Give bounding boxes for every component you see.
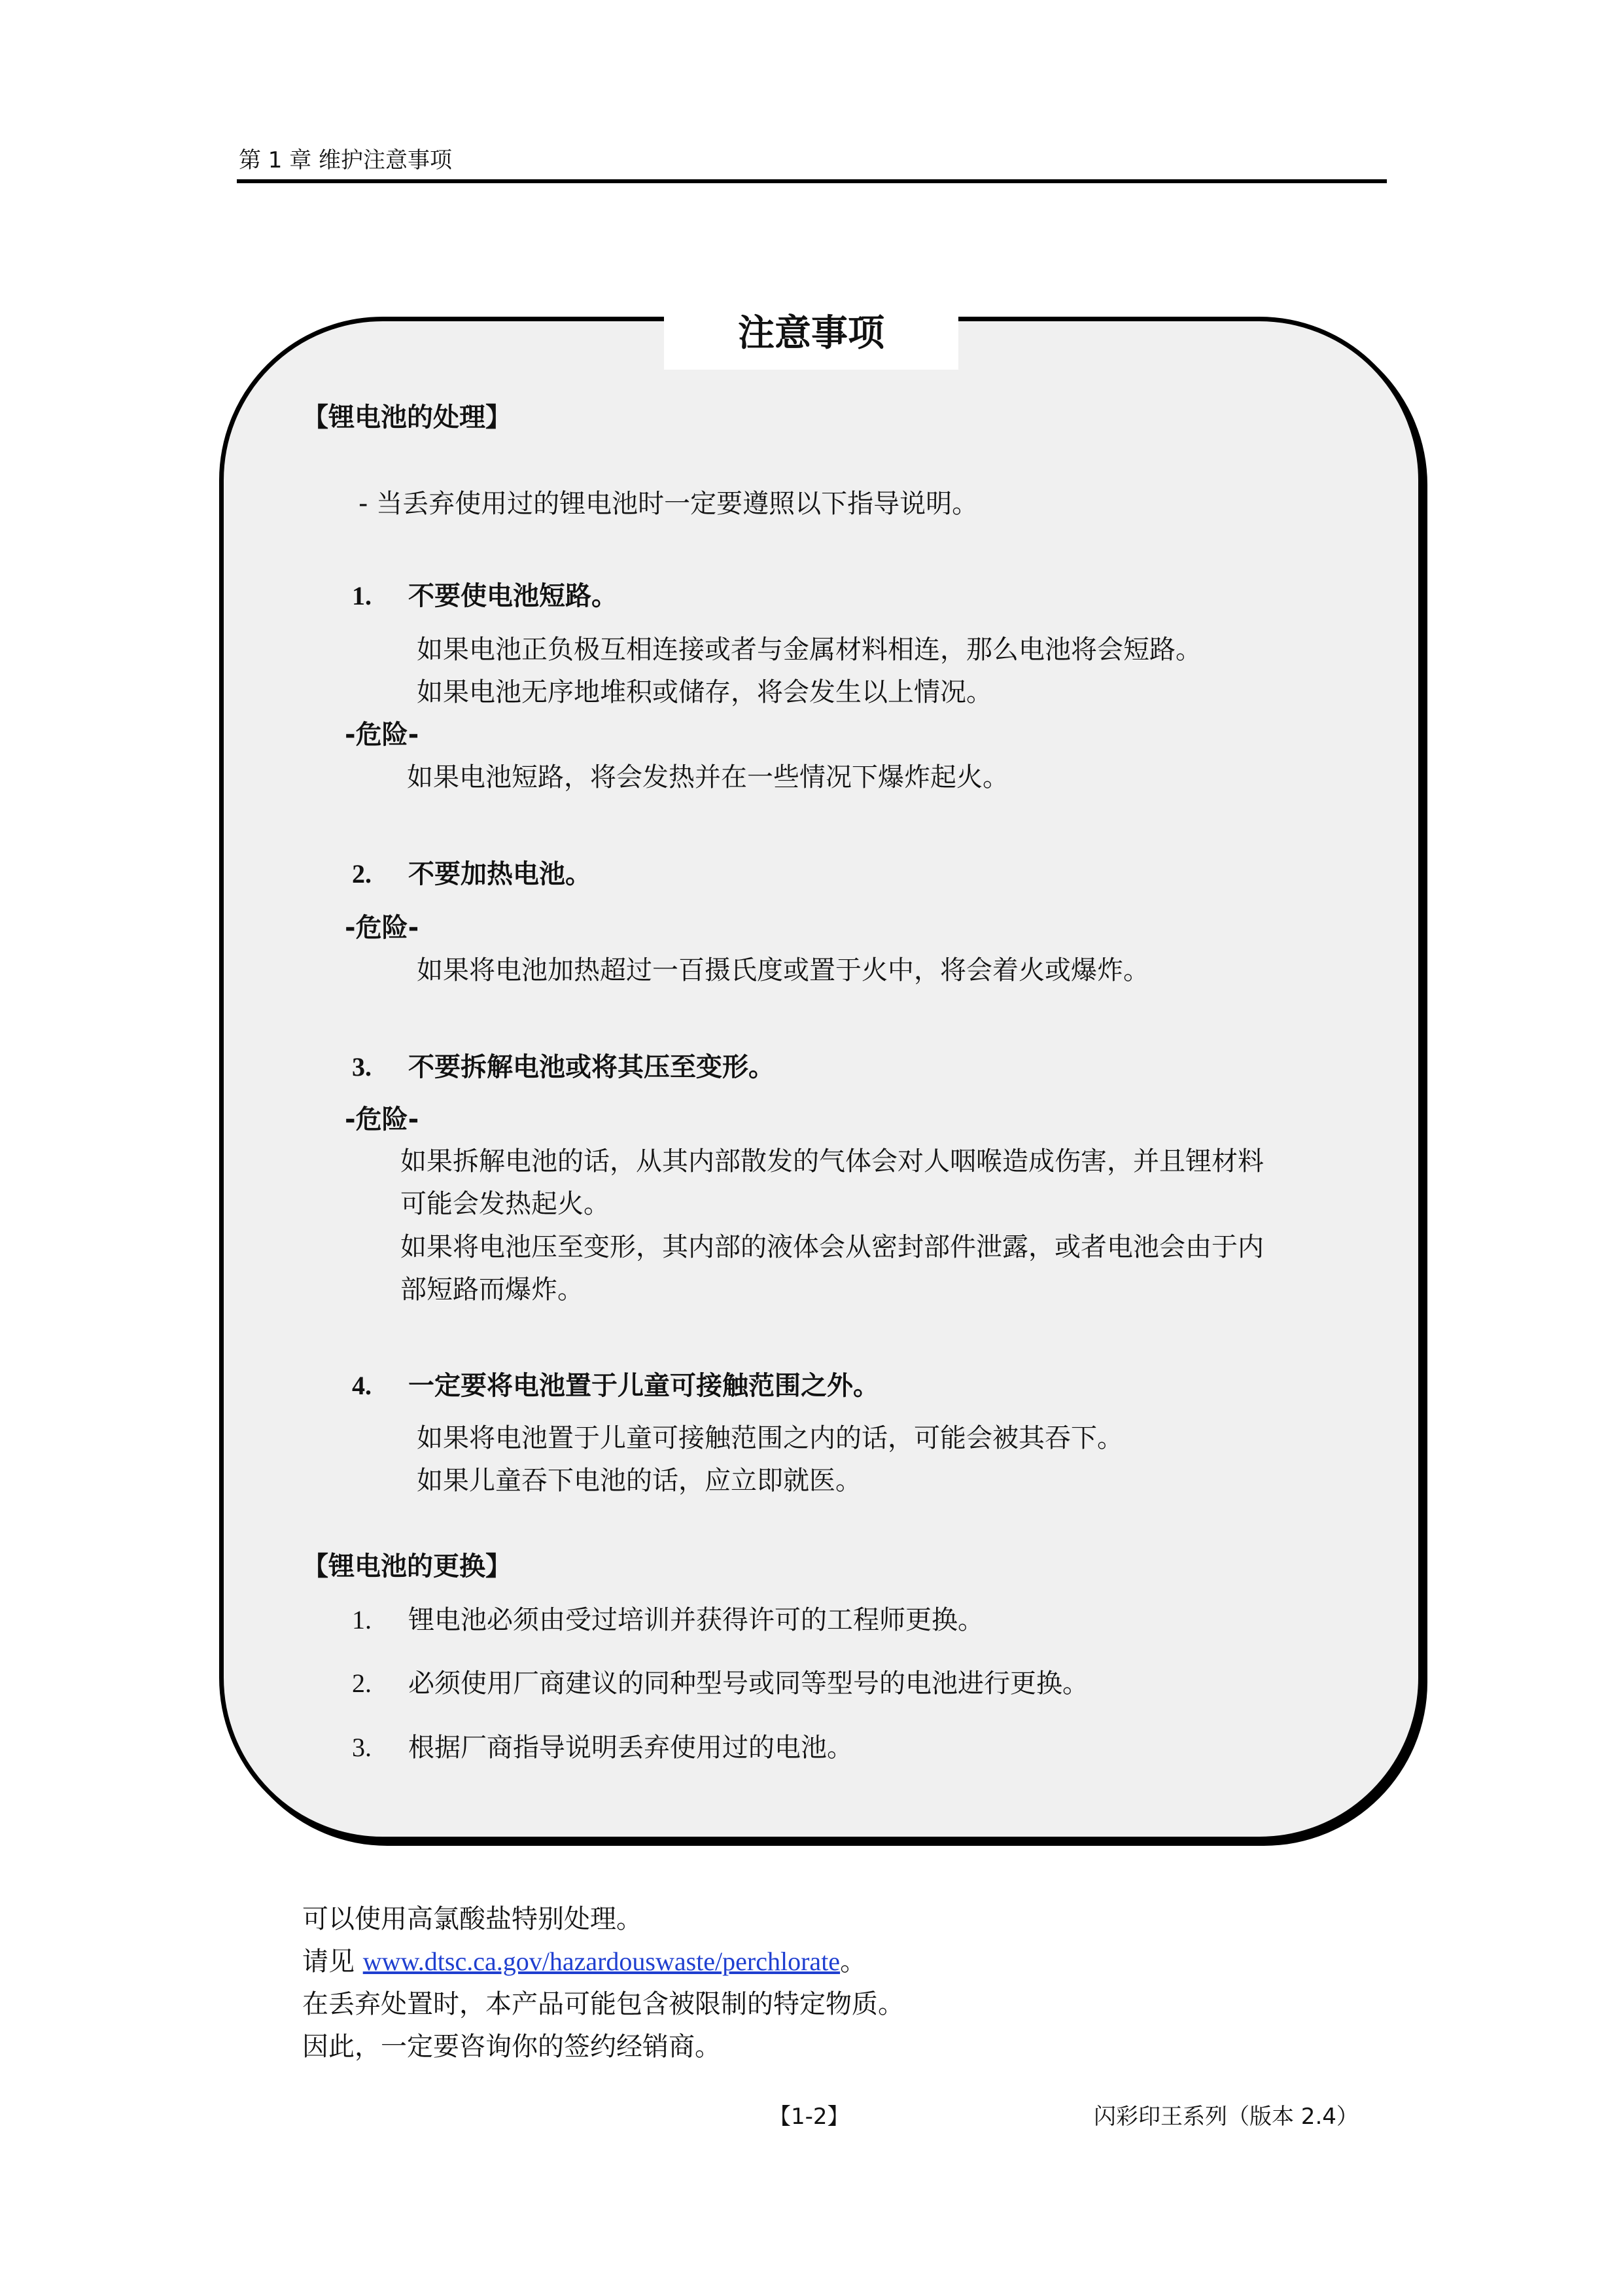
chapter-header: 第 1 章 维护注意事项: [239, 147, 453, 173]
danger-text-line: 部短路而爆炸。: [400, 1275, 584, 1305]
danger-label: -危险-: [345, 913, 419, 943]
danger-text-line: 可能会发热起火。: [400, 1189, 610, 1219]
footnote-line: 因此，一定要咨询你的签约经销商。: [302, 2032, 721, 2062]
section-heading-disposal: 【锂电池的处理】: [302, 402, 512, 433]
item-number: 4.: [352, 1371, 372, 1400]
danger-text-line: 如果电池短路，将会发热并在一些情况下爆炸起火。: [407, 762, 1009, 792]
page-number: 【1-2】: [769, 2104, 850, 2130]
series-version: 闪彩印王系列（版本 2.4）: [1094, 2104, 1359, 2130]
item-heading: 不要使电池短路。: [408, 581, 618, 611]
item-text-line: 如果电池无序地堆积或储存，将会发生以上情况。: [417, 677, 992, 707]
item-text-line: 如果儿童吞下电池的话，应立即就医。: [417, 1466, 862, 1496]
danger-label: -危险-: [345, 720, 419, 750]
footnote-line: 可以使用高氯酸盐特别处理。: [302, 1904, 642, 1934]
footnote-line: 在丢弃处置时，本产品可能包含被限制的特定物质。: [302, 1989, 904, 2019]
notice-title: 注意事项: [738, 312, 884, 355]
replace-text: 必须使用厂商建议的同种型号或同等型号的电池进行更换。: [408, 1669, 1089, 1699]
item-number: 3.: [352, 1052, 372, 1082]
replace-number: 3.: [352, 1733, 372, 1762]
footnote-link-suffix: 。: [840, 1947, 867, 1977]
item-number: 1.: [352, 581, 372, 610]
danger-text-line: 如果将电池压至变形，其内部的液体会从密封部件泄露，或者电池会由于内: [400, 1232, 1264, 1262]
replace-text: 根据厂商指导说明丢弃使用过的电池。: [408, 1733, 853, 1763]
item-heading: 一定要将电池置于儿童可接触范围之外。: [408, 1371, 879, 1401]
item-heading: 不要拆解电池或将其压至变形。: [408, 1052, 775, 1082]
item-text-line: 如果电池正负极互相连接或者与金属材料相连，那么电池将会短路。: [417, 635, 1202, 665]
replace-number: 1.: [352, 1605, 372, 1634]
danger-label: -危险-: [345, 1104, 419, 1135]
danger-text-line: 如果拆解电池的话，从其内部散发的气体会对人咽喉造成伤害，并且锂材料: [400, 1146, 1264, 1176]
section-heading-replacement: 【锂电池的更换】: [302, 1551, 512, 1581]
item-heading: 不要加热电池。: [408, 859, 591, 889]
header-rule: [237, 179, 1387, 183]
item-text-line: 如果将电池置于儿童可接触范围之内的话，可能会被其吞下。: [417, 1423, 1123, 1453]
footnote-link-line: [302, 1943, 866, 1980]
replace-text: 锂电池必须由受过培训并获得许可的工程师更换。: [408, 1605, 984, 1635]
replace-number: 2.: [352, 1669, 372, 1698]
disposal-intro: - 当丢弃使用过的锂电池时一定要遵照以下指导说明。: [358, 489, 979, 519]
danger-text-line: 如果将电池加热超过一百摄氏度或置于火中，将会着火或爆炸。: [417, 955, 1149, 985]
item-number: 2.: [352, 859, 372, 889]
footnote-link-prefix: 请见: [302, 1947, 363, 1977]
dtsc-link[interactable]: www.dtsc.ca.gov/hazardouswaste/perchlorate: [362, 1947, 841, 1976]
